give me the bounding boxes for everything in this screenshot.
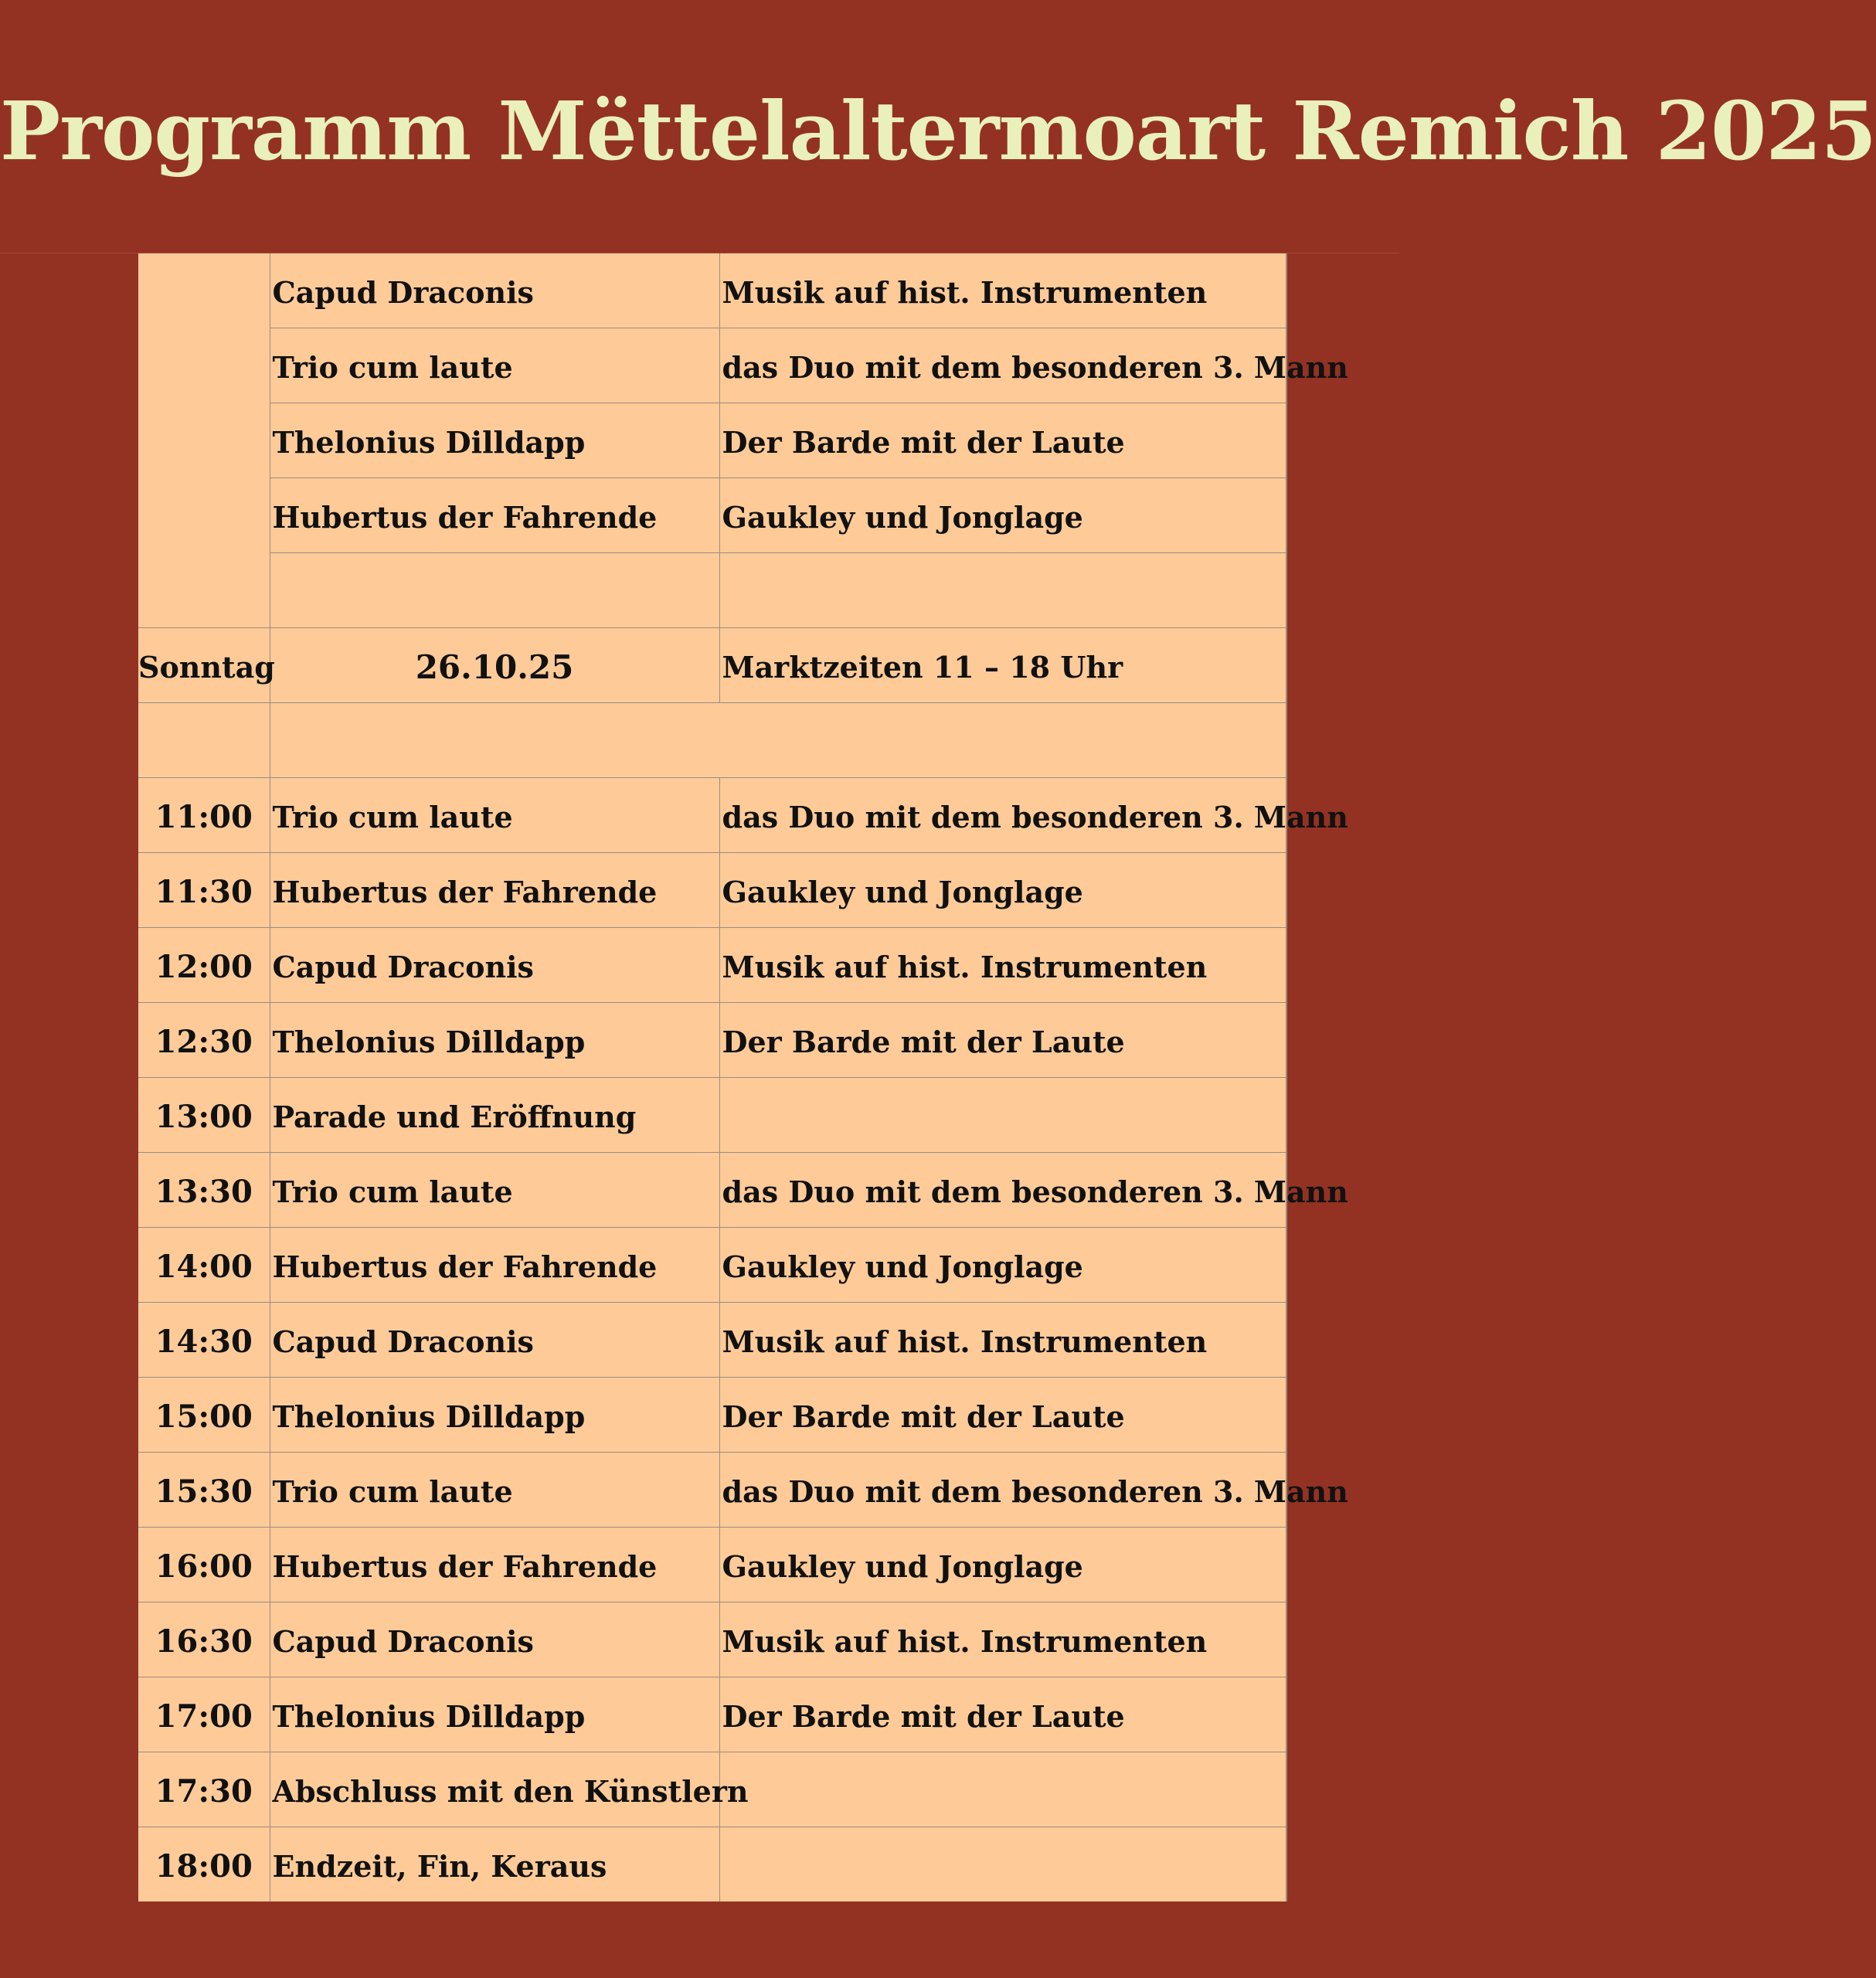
program-table-wrapper	[138, 253, 1348, 1902]
performer-cell: Trio cum laute	[270, 778, 719, 853]
description-cell: das Duo mit dem besonderen 3. Mann	[719, 778, 1286, 853]
time-cell: 13:00	[138, 1078, 270, 1153]
time-cell: 16:00	[138, 1528, 270, 1602]
description-cell: Gaukley und Jonglage	[719, 478, 1286, 553]
program-table-body	[138, 253, 1348, 1902]
description-cell: das Duo mit dem besonderen 3. Mann	[719, 1153, 1286, 1228]
table-row	[138, 328, 1286, 403]
performer-cell: Capud Draconis	[270, 1303, 719, 1378]
description-cell: Musik auf hist. Instrumenten	[719, 1303, 1286, 1378]
performer-cell: Trio cum laute	[270, 328, 719, 403]
description-cell: Der Barde mit der Laute	[719, 403, 1286, 478]
description-cell: Musik auf hist. Instrumenten	[719, 1602, 1286, 1677]
performer-cell	[270, 553, 719, 628]
date-cell: 26.10.25	[270, 628, 719, 703]
description-cell: Der Barde mit der Laute	[719, 1378, 1286, 1453]
performer-cell: Trio cum laute	[270, 1453, 719, 1528]
performer-cell: Capud Draconis	[270, 1602, 719, 1677]
time-cell: 11:30	[138, 853, 270, 928]
description-cell: Gaukley und Jonglage	[719, 1528, 1286, 1602]
page-title: Programm Mëttelaltermoart Remich 2025	[0, 83, 1876, 178]
spacer-cell	[138, 703, 270, 778]
performer-cell: Endzeit, Fin, Keraus	[270, 1827, 719, 1902]
time-cell: 12:30	[138, 1003, 270, 1078]
table-row	[138, 1228, 1286, 1303]
description-cell: Musik auf hist. Instrumenten	[719, 253, 1286, 328]
time-cell-empty	[138, 253, 270, 628]
program-table	[138, 253, 1348, 1902]
time-cell: 11:00	[138, 778, 270, 853]
table-row	[138, 1378, 1286, 1453]
description-cell	[719, 553, 1286, 628]
table-row	[138, 778, 1286, 853]
table-row	[138, 403, 1286, 478]
time-cell: 15:30	[138, 1453, 270, 1528]
performer-cell: Hubertus der Fahrende	[270, 1228, 719, 1303]
market-hours-cell: Marktzeiten 11 – 18 Uhr	[719, 628, 1286, 703]
day-header-row	[138, 628, 1286, 703]
time-cell: 13:30	[138, 1153, 270, 1228]
day-label: Sonntag	[138, 628, 270, 703]
table-row	[138, 1303, 1286, 1378]
time-cell: 12:00	[138, 928, 270, 1003]
table-row	[138, 1677, 1286, 1752]
table-row	[138, 253, 1286, 328]
table-row	[138, 1827, 1286, 1902]
description-cell: das Duo mit dem besonderen 3. Mann	[719, 1453, 1286, 1528]
performer-cell: Parade und Eröffnung	[270, 1078, 719, 1153]
description-cell: Musik auf hist. Instrumenten	[719, 928, 1286, 1003]
performer-cell: Thelonius Dilldapp	[270, 1677, 719, 1752]
performer-cell: Abschluss mit den Künstlern	[270, 1752, 719, 1827]
spacer-cell-wide	[270, 703, 1286, 778]
page-header	[0, 0, 1876, 253]
performer-cell: Trio cum laute	[270, 1153, 719, 1228]
description-cell: Gaukley und Jonglage	[719, 1228, 1286, 1303]
time-cell: 15:00	[138, 1378, 270, 1453]
time-cell: 17:00	[138, 1677, 270, 1752]
description-cell: das Duo mit dem besonderen 3. Mann	[719, 328, 1286, 403]
table-row	[138, 1752, 1286, 1827]
performer-cell: Thelonius Dilldapp	[270, 1378, 719, 1453]
performer-cell: Hubertus der Fahrende	[270, 478, 719, 553]
table-row	[138, 1528, 1286, 1602]
time-cell: 14:00	[138, 1228, 270, 1303]
performer-cell: Capud Draconis	[270, 928, 719, 1003]
performer-cell: Hubertus der Fahrende	[270, 1528, 719, 1602]
spacer-row	[138, 703, 1286, 778]
time-cell: 14:30	[138, 1303, 270, 1378]
performer-cell: Capud Draconis	[270, 253, 719, 328]
table-row	[138, 478, 1286, 553]
table-row	[138, 853, 1286, 928]
time-cell: 18:00	[138, 1827, 270, 1902]
time-cell: 16:30	[138, 1602, 270, 1677]
table-row	[138, 1153, 1286, 1228]
table-row	[138, 1003, 1286, 1078]
table-row	[138, 1078, 1286, 1153]
table-row	[138, 1453, 1286, 1528]
description-cell: Der Barde mit der Laute	[719, 1003, 1286, 1078]
description-cell	[719, 1752, 1286, 1827]
table-row	[138, 1602, 1286, 1677]
performer-cell: Thelonius Dilldapp	[270, 403, 719, 478]
description-cell	[719, 1827, 1286, 1902]
performer-cell: Thelonius Dilldapp	[270, 1003, 719, 1078]
table-row	[138, 553, 1286, 628]
time-cell: 17:30	[138, 1752, 270, 1827]
description-cell: Der Barde mit der Laute	[719, 1677, 1286, 1752]
table-row	[138, 928, 1286, 1003]
performer-cell: Hubertus der Fahrende	[270, 853, 719, 928]
description-cell	[719, 1078, 1286, 1153]
description-cell: Gaukley und Jonglage	[719, 853, 1286, 928]
